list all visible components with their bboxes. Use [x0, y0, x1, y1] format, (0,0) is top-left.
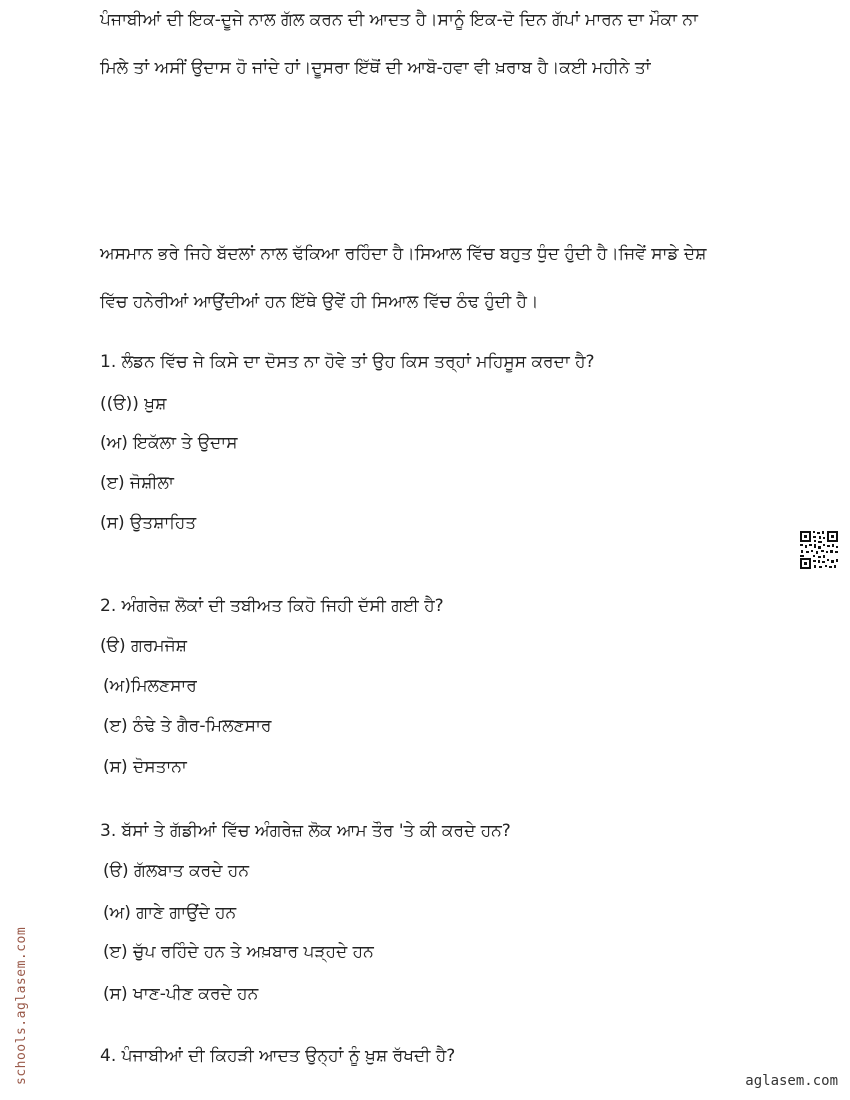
passage-line-1: ਪੰਜਾਬੀਆਂ ਦੀ ਇਕ-ਦੂਜੇ ਨਾਲ ਗੱਲ ਕਰਨ ਦੀ ਆਦਤ ਹੈ।ਸਾਨੂੰ ਇਕ-ਦੋ ਦਿਨ ਗੱਪਾਂ ਮਾਰਨ ਦਾ ਮੌਕਾ ਨਾ [100, 10, 698, 30]
qr-code-icon [799, 530, 839, 570]
passage-line-2: ਮਿਲੇ ਤਾਂ ਅਸੀਂ ਉਦਾਸ ਹੋ ਜਾਂਦੇ ਹਾਂ।ਦੂਸਰਾ ਇੱਥੋਂ ਦੀ ਆਬੋ-ਹਵਾ ਵੀ ਖ਼ਰਾਬ ਹੈ।ਕਈ ਮਹੀਨੇ ਤਾਂ [100, 58, 651, 78]
side-watermark: schools.aglasem.com [14, 926, 29, 1085]
passage-line-3: ਅਸਮਾਨ ਭਰੇ ਜਿਹੇ ਬੱਦਲਾਂ ਨਾਲ ਢੱਕਿਆ ਰਹਿੰਦਾ ਹੈ।ਸਿਆਲ ਵਿੱਚ ਬਹੁਤ ਧੁੰਦ ਹੁੰਦੀ ਹੈ।ਜਿਵੇਂ ਸਾਡੇ ਦੇਸ਼ [100, 244, 707, 264]
option-a: (ੳ) ਗੱਲਬਾਤ ਕਰਦੇ ਹਨ [103, 861, 249, 881]
option-a: (ੳ) ਗਰਮਜੋਸ਼ [100, 636, 187, 656]
question-text: 1. ਲੰਡਨ ਵਿੱਚ ਜੇ ਕਿਸੇ ਦਾ ਦੋਸਤ ਨਾ ਹੋਵੇ ਤਾਂ ਉਹ ਕਿਸ ਤਰ੍ਹਾਂ ਮਹਿਸੂਸ ਕਰਦਾ ਹੈ? [100, 352, 595, 372]
option-c: (ੲ) ਚੁੱਪ ਰਹਿੰਦੇ ਹਨ ਤੇ ਅਖ਼ਬਾਰ ਪੜ੍ਹਦੇ ਹਨ [103, 942, 374, 962]
option-d: (ਸ) ਉਤਸ਼ਾਹਿਤ [100, 513, 197, 533]
option-c: (ੲ) ਜੋਸ਼ੀਲਾ [100, 473, 174, 493]
option-b: (ਅ) ਗਾਣੇ ਗਾਉਂਦੇ ਹਨ [103, 903, 237, 923]
option-b: (ਅ)ਮਿਲਣਸਾਰ [103, 676, 197, 696]
option-d: (ਸ) ਖਾਣ-ਪੀਣ ਕਰਦੇ ਹਨ [103, 984, 259, 1004]
option-b: (ਅ) ਇਕੱਲਾ ਤੇ ਉਦਾਸ [100, 433, 238, 453]
passage-line-4: ਵਿੱਚ ਹਨੇਰੀਆਂ ਆਉਂਦੀਆਂ ਹਨ ਇੱਥੇ ਉਵੇਂ ਹੀ ਸਿਆਲ ਵਿੱਚ ਠੰਢ ਹੁੰਦੀ ਹੈ। [100, 292, 539, 312]
option-d: (ਸ) ਦੋਸਤਾਨਾ [103, 757, 187, 777]
footer-brand: aglasem.com [745, 1073, 838, 1089]
question-text: 2. ਅੰਗਰੇਜ਼ ਲੋਕਾਂ ਦੀ ਤਬੀਅਤ ਕਿਹੋ ਜਿਹੀ ਦੱਸੀ ਗਈ ਹੈ? [100, 596, 444, 616]
option-c: (ੲ) ਠੰਢੇ ਤੇ ਗੈਰ-ਮਿਲਣਸਾਰ [103, 716, 272, 736]
question-text: 3. ਬੱਸਾਂ ਤੇ ਗੱਡੀਆਂ ਵਿੱਚ ਅੰਗਰੇਜ਼ ਲੋਕ ਆਮ ਤੌਰ 'ਤੇ ਕੀ ਕਰਦੇ ਹਨ? [100, 821, 511, 841]
option-a: ((ੳ)) ਖ਼ੁਸ਼ [100, 394, 167, 414]
question-text: 4. ਪੰਜਾਬੀਆਂ ਦੀ ਕਿਹੜੀ ਆਦਤ ਉਨ੍ਹਾਂ ਨੂੰ ਖ਼ੁਸ਼ ਰੱਖਦੀ ਹੈ? [100, 1046, 456, 1066]
